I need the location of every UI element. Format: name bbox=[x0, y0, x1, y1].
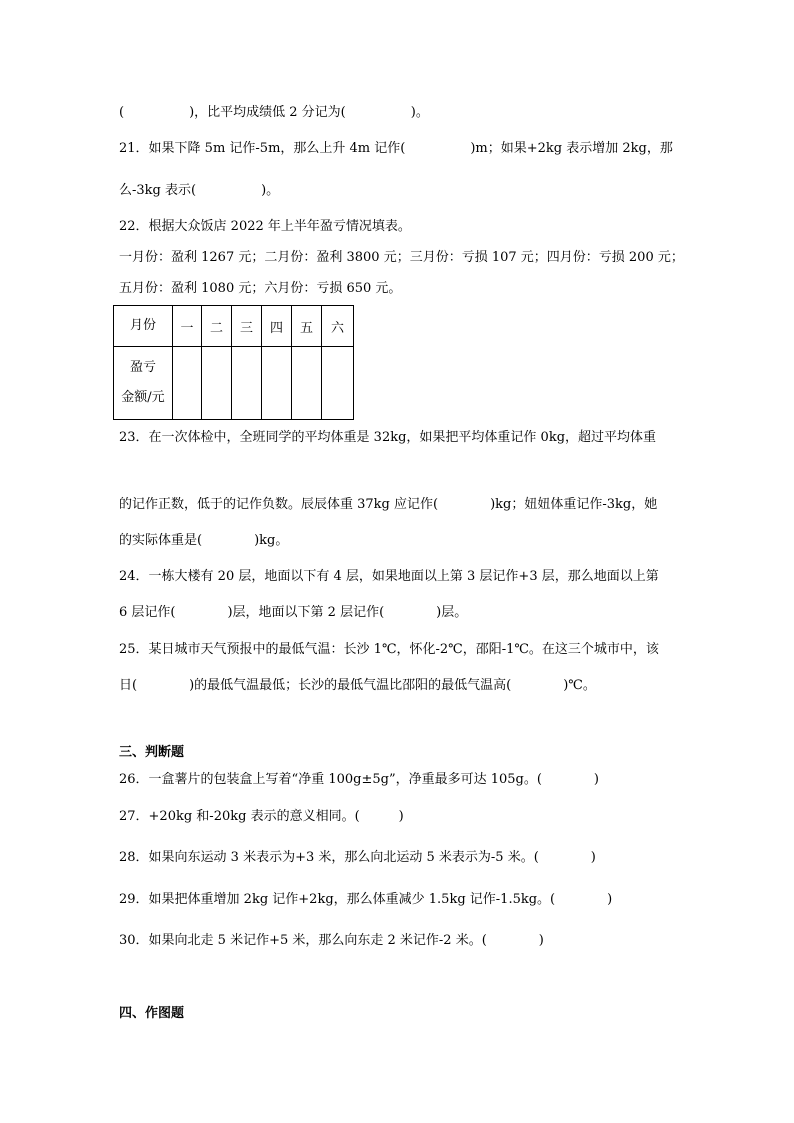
amount-input-cell[interactable] bbox=[322, 347, 354, 420]
amount-input-cell[interactable] bbox=[292, 347, 322, 420]
q21-line1: 21．如果下降 5m 记作-5m，那么上升 4m 记作( )m；如果+2kg 表示增加 2kg，那 bbox=[119, 141, 673, 156]
q24-line2: 6 层记作( )层，地面以下第 2 层记作( )层。 bbox=[119, 605, 468, 620]
profit-loss-table bbox=[113, 305, 354, 420]
q21-line2: 么-3kg 表示( )。 bbox=[119, 183, 280, 198]
amount-input-cell[interactable] bbox=[232, 347, 262, 420]
q30: 30．如果向北走 5 米记作+5 米，那么向东走 2 米记作-2 米。( ) bbox=[119, 933, 544, 948]
month-cell-5: 五 bbox=[292, 306, 322, 347]
section-heading-drawing: 四、作图题 bbox=[119, 1006, 185, 1021]
month-cell-4: 四 bbox=[262, 306, 292, 347]
amount-header-cell bbox=[114, 347, 173, 420]
month-header-cell: 月份 bbox=[114, 306, 173, 347]
q23-line1: 23．在一次体检中，全班同学的平均体重是 32kg，如果把平均体重记作 0kg，超过平均体重 bbox=[119, 430, 657, 445]
amount-input-cell[interactable] bbox=[173, 347, 202, 420]
q25-line2: 日( )的最低气温最低；长沙的最低气温比邵阳的最低气温高( )℃。 bbox=[119, 678, 596, 693]
amount-header-line2: 金额/元 bbox=[121, 390, 165, 405]
q24-line1: 24．一栋大楼有 20 层，地面以下有 4 层，如果地面以上第 3 层记作+3 层，那么地面以上第 bbox=[119, 569, 659, 584]
amount-input-cell[interactable] bbox=[202, 347, 232, 420]
q26: 26．一盒薯片的包装盒上写着“净重 100g±5g”，净重最多可达 105g。( ) bbox=[119, 772, 599, 787]
q20-continuation: ( )，比平均成绩低 2 分记为( )。 bbox=[119, 105, 429, 120]
month-cell-6: 六 bbox=[322, 306, 354, 347]
q23-line2: 的记作正数，低于的记作负数。辰辰体重 37kg 应记作( )kg；妞妞体重记作-3kg，她 bbox=[119, 497, 658, 512]
q27: 27．+20kg 和-20kg 表示的意义相同。( ) bbox=[119, 809, 404, 824]
table-row-months bbox=[114, 306, 354, 347]
q28: 28．如果向东运动 3 米表示为+3 米，那么向北运动 5 米表示为-5 米。( ) bbox=[119, 850, 596, 865]
month-cell-1: 一 bbox=[173, 306, 202, 347]
table-row-amounts bbox=[114, 347, 354, 420]
q22-info-line1: 一月份：盈利 1267 元；二月份：盈利 3800 元；三月份：亏损 107 元；四月份：亏损 200 元； bbox=[119, 250, 684, 265]
q29: 29．如果把体重增加 2kg 记作+2kg，那么体重减少 1.5kg 记作-1.5kg。( ) bbox=[119, 892, 613, 907]
month-cell-2: 二 bbox=[202, 306, 232, 347]
amount-input-cell[interactable] bbox=[262, 347, 292, 420]
q22-info-line2: 五月份：盈利 1080 元；六月份：亏损 650 元。 bbox=[119, 281, 402, 296]
amount-header-line1: 盈亏 bbox=[129, 360, 156, 375]
q22-title: 22．根据大众饭店 2022 年上半年盈亏情况填表。 bbox=[119, 219, 411, 234]
month-cell-3: 三 bbox=[232, 306, 262, 347]
q23-line3: 的实际体重是( )kg。 bbox=[119, 533, 289, 548]
q25-line1: 25．某日城市天气预报中的最低气温：长沙 1℃，怀化-2℃，邵阳-1℃。在这三个城市中，该 bbox=[119, 642, 659, 657]
section-heading-judgement: 三、判断题 bbox=[119, 745, 185, 760]
